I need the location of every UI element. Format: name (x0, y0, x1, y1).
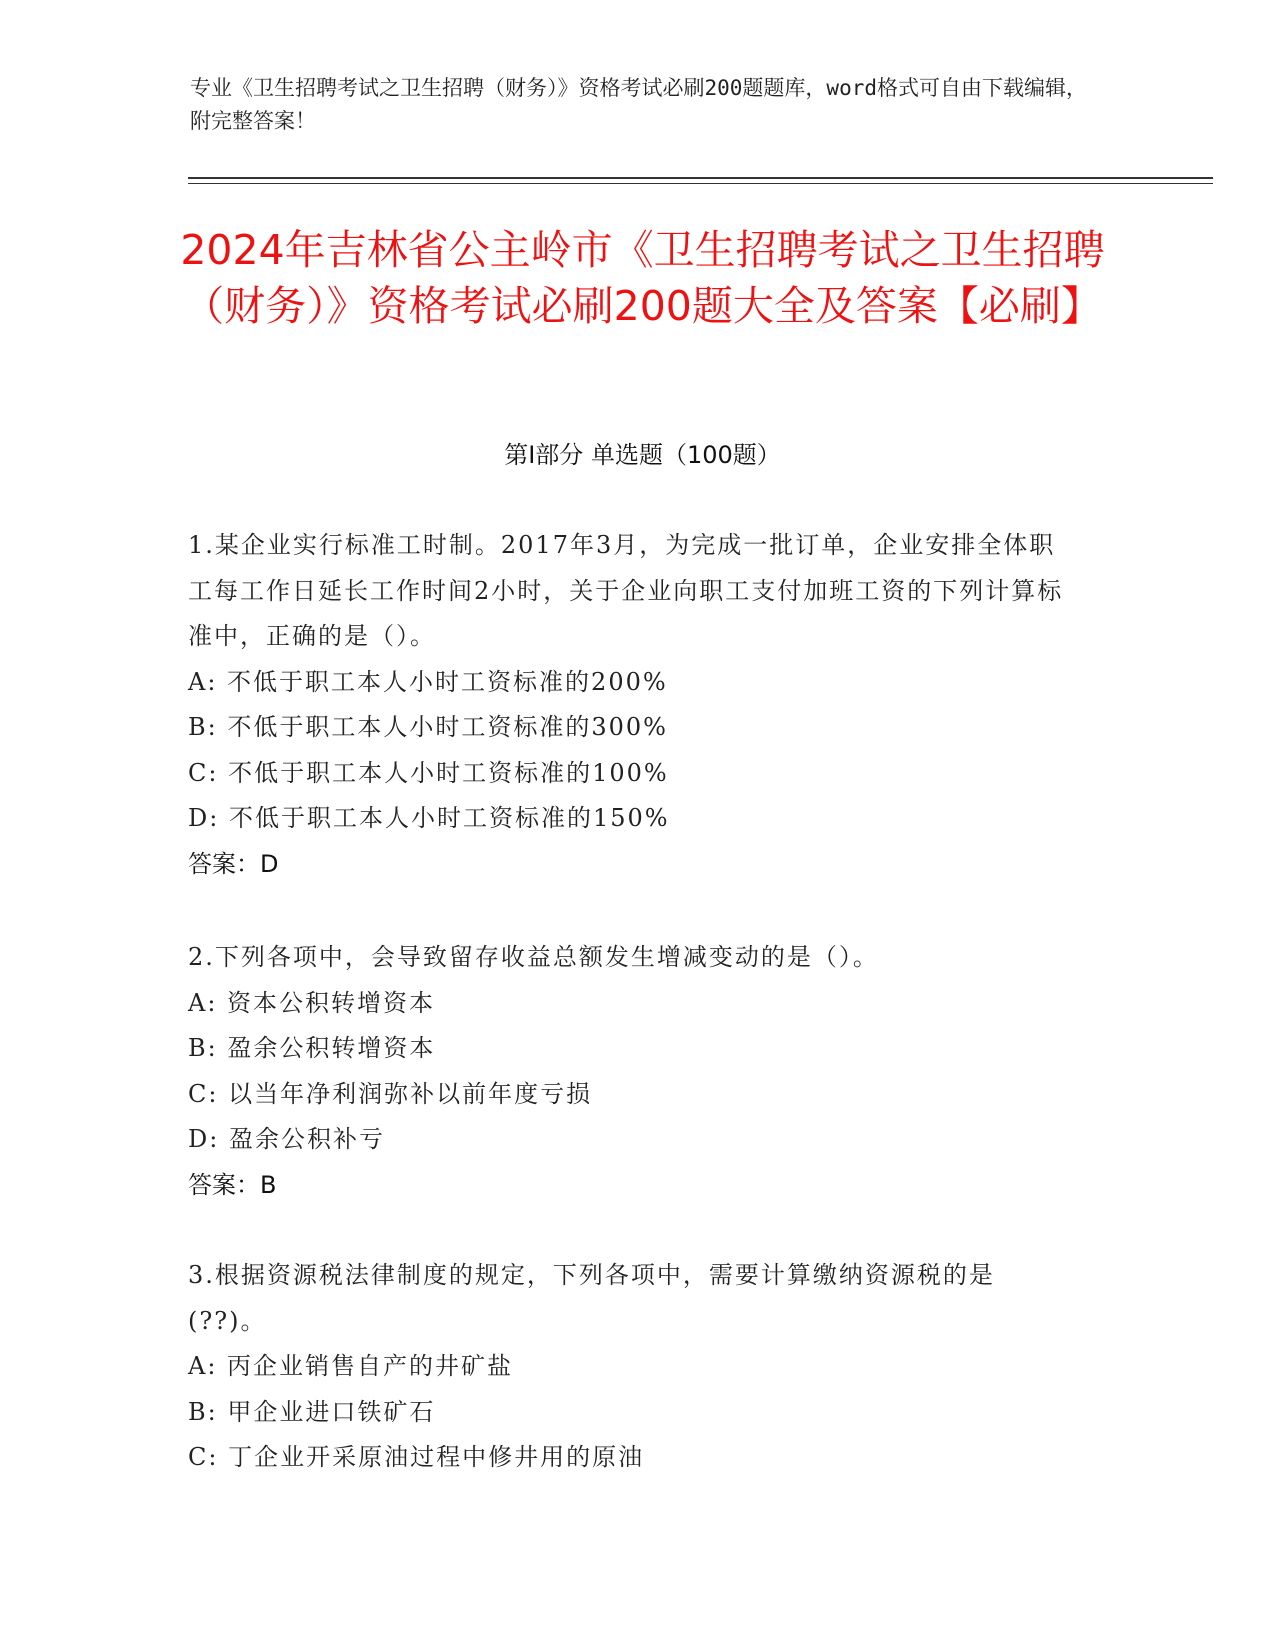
option-b: B: 甲企业进口铁矿石 (188, 1397, 436, 1426)
question-stem: 3.根据资源税法律制度的规定，下列各项中，需要计算缴纳资源税的是(??)。 (188, 1261, 995, 1335)
header-note: 专业《卫生招聘考试之卫生招聘（财务）》资格考试必刷200题题库，word格式可自由下载编辑，附完整答案！ (190, 76, 1087, 133)
option-d: D: 盈余公积补亏 (188, 1125, 385, 1153)
question-stem: 2.下列各项中，会导致留存收益总额发生增减变动的是（）。 (188, 943, 879, 971)
option-c: C: 不低于职工本人小时工资标准的100% (188, 758, 669, 787)
answer: 答案：B (188, 1170, 277, 1199)
option-d: D: 不低于职工本人小时工资标准的150% (188, 804, 670, 832)
header-rule-thin (188, 183, 1213, 184)
option-b: B: 盈余公积转增资本 (188, 1034, 436, 1062)
option-c: C: 丁企业开采原油过程中修井用的原油 (188, 1443, 645, 1471)
option-a: A: 资本公积转增资本 (188, 988, 436, 1017)
answer: 答案：D (188, 849, 279, 878)
header-rule-thick (188, 177, 1213, 179)
option-a: A: 不低于职工本人小时工资标准的200% (188, 667, 668, 696)
question-3 (188, 1253, 1068, 1481)
question-2 (188, 935, 1068, 1208)
section-heading: 第Ⅰ部分 单选题（100题） (504, 441, 781, 469)
option-c: C: 以当年净利润弥补以前年度亏损 (188, 1079, 593, 1108)
question-stem: 1.某企业实行标准工时制。2017年3月，为完成一批订单，企业安排全体职工每工作日延长工作时间2小时，关于企业向职工支付加班工资的下列计算标准中，正确的是（）。 (188, 531, 1064, 650)
document-title: 2024年吉林省公主岭市《卫生招聘考试之卫生招聘（财务）》资格考试必刷200题大全及答案【必刷】 (180, 226, 1105, 330)
option-a: A: 丙企业销售自产的井矿盐 (188, 1352, 514, 1380)
option-b: B: 不低于职工本人小时工资标准的300% (188, 713, 668, 741)
question-1 (188, 523, 1068, 887)
